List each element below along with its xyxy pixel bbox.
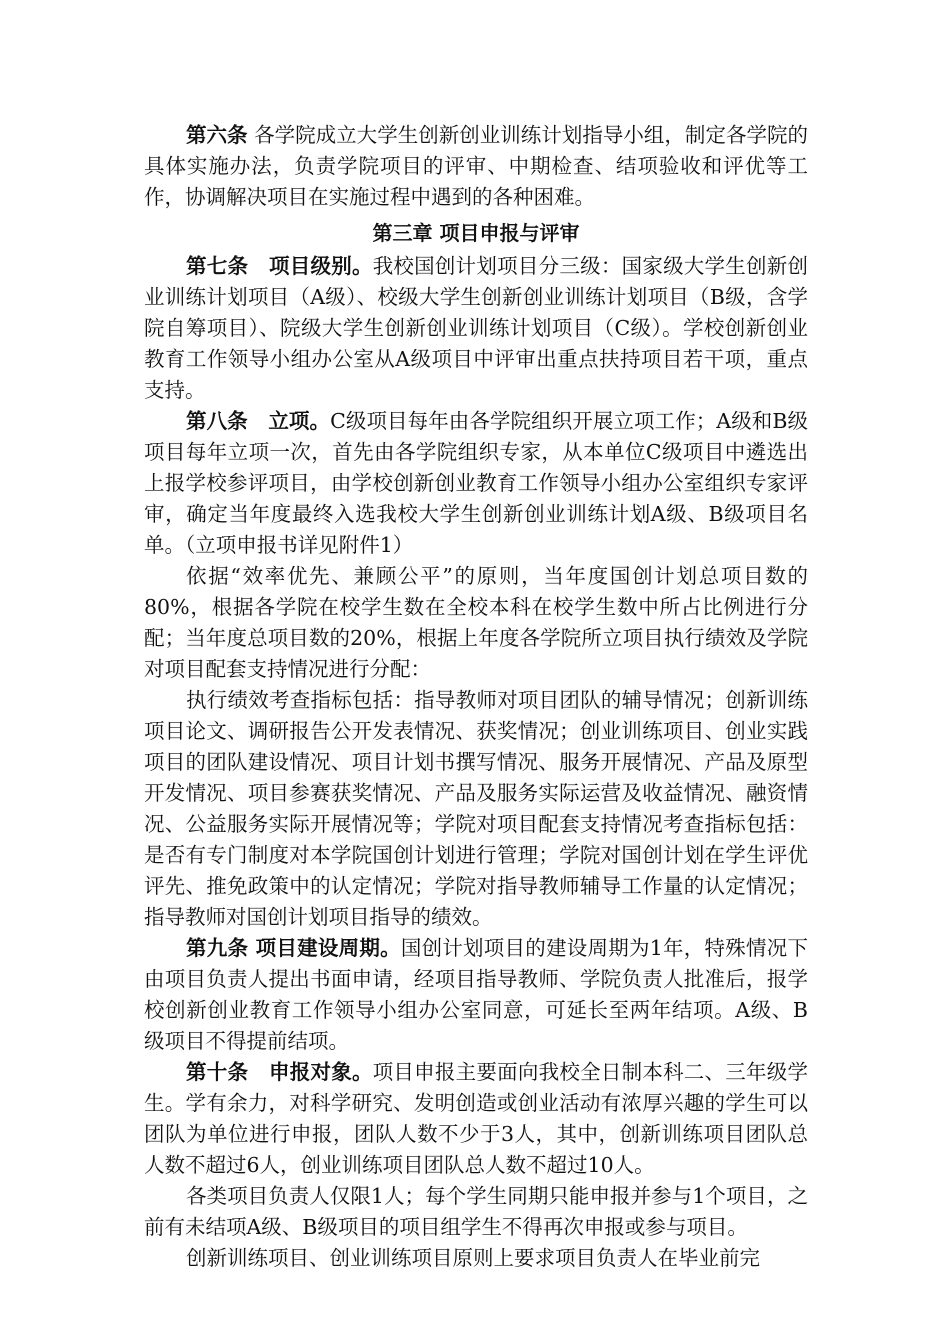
- indicators-paragraph: 执行绩效考查指标包括：指导教师对项目团队的辅导情况；创新训练项目论文、调研报告公开发表情况、获奖情况；创业训练项目、创业实践项目的团队建设情况、项目计划书撰写情况、服务开展情况、产品及原型开发情况、项目参赛获奖情况、产品及服务实际运营及收益情况、融资情况、公益服务实际开展情况等；学院对项目配套支持情况考查指标包括：是否有专门制度对本学院国创计划进行管理；学院对国创计划在学生评优评先、推免政策中的认定情况；学院对指导教师辅导工作量的认定情况；指导教师对国创计划项目指导的绩效。: [144, 688, 808, 929]
- article-7: [144, 251, 808, 406]
- article-10: [144, 1057, 808, 1181]
- article-7-text: 我校国创计划项目分三级：国家级大学生创新创业训练计划项目（A级）、校级大学生创新创业训练计划项目（B级，含学院自筹项目）、院级大学生创新创业训练计划项目（C级）。学校创新创业教育工作领导小组办公室从A级项目中评审出重点扶持项目若干项，重点支持。: [144, 254, 809, 402]
- article-6: [144, 120, 808, 213]
- article-6-text: 各学院成立大学生创新创业训练计划指导小组，制定各学院的具体实施办法，负责学院项目的评审、中期检查、结项验收和评优等工作，协调解决项目在实施过程中遇到的各种困难。: [144, 123, 809, 209]
- chapter-3-heading: 第三章 项目申报与评审: [372, 221, 580, 245]
- article-8-topic: 立项。: [247, 409, 331, 433]
- article-6-label: 第六条: [186, 123, 248, 147]
- article-8: [144, 406, 808, 561]
- allocation-paragraph: 依据“效率优先、兼顾公平”的原则，当年度国创计划总项目数的80%，根据各学院在校学生数在全校本科在校学生数中所占比例进行分配；当年度总项目数的20%，根据上年度各学院所立项目执行绩效及学院对项目配套支持情况进行分配：: [144, 564, 808, 681]
- article-7-label: 第七条: [186, 254, 249, 278]
- article-7-topic: 项目级别。: [248, 254, 373, 278]
- article-9-text: 国创计划项目的建设周期为1年，特殊情况下由项目负责人提出书面申请，经项目指导教师、学院负责人批准后，报学校创新创业教育工作领导小组办公室同意，可延长至两年结项。A级、B级项目不得提前结项。: [144, 936, 809, 1053]
- document-body: [144, 120, 808, 1274]
- last-paragraph: 创新训练项目、创业训练项目原则上要求项目负责人在毕业前完: [186, 1246, 760, 1270]
- article-8-label: 第八条: [186, 409, 248, 433]
- article-8-text: C级项目每年由各学院组织开展立项工作；A级和B级项目每年立项一次，首先由各学院组织专家，从本单位C级项目中遴选出上报学校参评项目，由学校创新创业教育工作领导小组办公室组织专家评审，确定当年度最终入选我校大学生创新创业训练计划A级、B级项目名单。（立项申报书详见附件1）: [144, 409, 809, 557]
- leader-paragraph: 各类项目负责人仅限1人；每个学生同期只能申报并参与1个项目，之前有未结项A级、B级项目的项目组学生不得再次申报或参与项目。: [144, 1184, 808, 1239]
- article-9: [144, 933, 808, 1057]
- article-9-label: 第九条: [186, 936, 249, 960]
- article-9-topic: 项目建设周期。: [248, 936, 401, 960]
- article-10-topic: 申报对象。: [248, 1060, 373, 1084]
- article-10-text: 项目申报主要面向我校全日制本科二、三年级学生。学有余力，对科学研究、发明创造或创业活动有浓厚兴趣的学生可以团队为单位进行申报，团队人数不少于3人，其中，创新训练项目团队总人数不超过6人，创业训练项目团队总人数不超过10人。: [144, 1060, 809, 1177]
- article-10-label: 第十条: [186, 1060, 249, 1084]
